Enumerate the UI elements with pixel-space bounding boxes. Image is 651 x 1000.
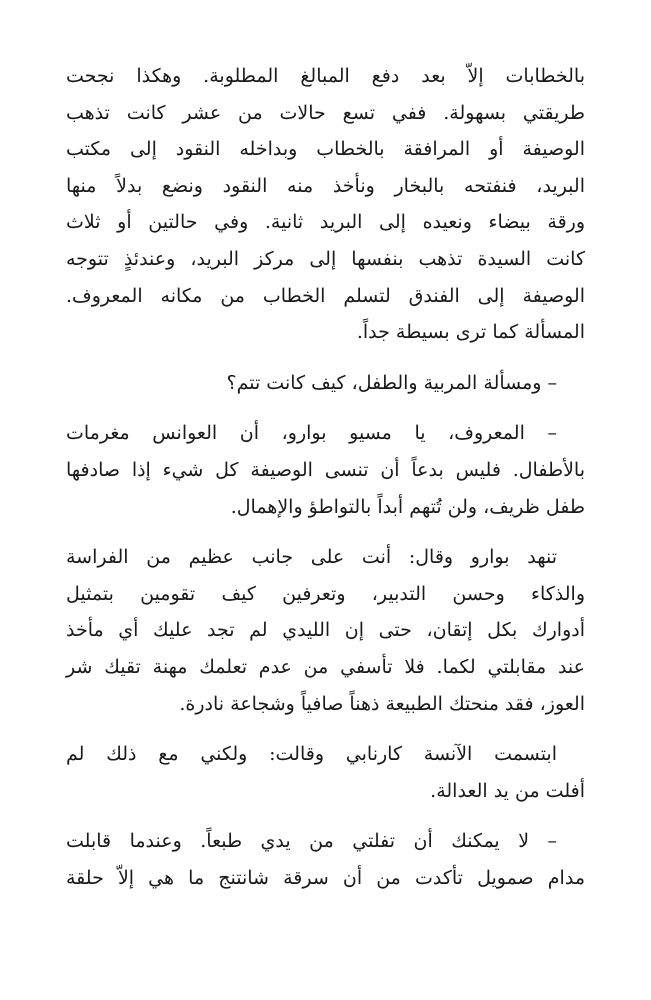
text-line: – لا يمكنك أن تفلتي من يدي طبعاً. وعندما قابلت — [66, 830, 557, 853]
paragraph-gap — [66, 351, 585, 365]
paragraph-1 — [66, 58, 585, 351]
text-line: أدوارك بكل إتقان، حتى إن الليدي لم تجد عليك أي مأخذ — [66, 619, 585, 642]
paragraph-gap — [66, 525, 585, 539]
text-line: كانت السيدة تذهب بنفسها إلى مركز البريد، وعندئذٍ تتوجه — [66, 247, 585, 270]
text-line: طفل ظريف، ولن تُتهم أبداً بالتواطؤ والإهمال. — [230, 495, 585, 518]
text-line: بالخطابات إلاّ بعد دفع المبالغ المطلوبة. وهكذا نجحت — [66, 65, 585, 87]
paragraph-gap — [66, 722, 585, 736]
paragraph-3 — [66, 415, 585, 525]
text-line: بالأطفال. فليس بدعاً أن تنسى الوصيفة كل شيء إذا صادفها — [66, 458, 585, 481]
text-line: المسألة كما ترى بسيطة جداً. — [356, 321, 585, 344]
paragraph-gap — [66, 809, 585, 823]
paragraph-gap — [66, 401, 585, 415]
book-page — [66, 58, 585, 896]
paragraph-4 — [66, 539, 585, 722]
text-line: أفلت من يد العدالة. — [430, 779, 585, 802]
text-line: الوصيفة إلى الفندق لتسلم الخطاب من مكانه المعروف. — [66, 284, 585, 307]
text-line: ابتسمت الآنسة كارنابي وقالت: ولكني مع ذلك لم — [66, 743, 557, 766]
text-line: – المعروف، يا مسيو بوارو، أن العوانس مغرمات — [66, 422, 557, 445]
text-line: – ومسألة المربية والطفل، كيف كانت تتم؟ — [226, 371, 557, 394]
text-line: الوصيفة أو المرافقة بالخطاب وبداخله النقود إلى مكتب — [66, 138, 585, 161]
text-line: العوز، فقد منحتك الطبيعة ذهناً صافياً وشجاعة نادرة. — [179, 692, 585, 715]
text-line: عند مقابلتي لكما. فلا تأسفي من عدم تعلمك مهنة تقيك شر — [66, 655, 585, 678]
text-line: طريقتي بسهولة. ففي تسع حالات من عشر كانت تذهب — [66, 101, 585, 124]
paragraph-6 — [66, 823, 585, 896]
paragraph-5 — [66, 736, 585, 809]
text-line: ورقة بيضاء ونعيده إلى البريد ثانية. وفي حالتين أو ثلاث — [66, 211, 585, 234]
text-line: تنهد بوارو وقال: أنت على جانب عظيم من الفراسة — [66, 546, 557, 569]
paragraph-2 — [66, 365, 585, 402]
text-line: البريد، فنفتحه بالبخار ونأخذ منه النقود ونضع بدلاً منها — [66, 174, 585, 197]
text-line: مدام صمويل تأكدت من أن سرقة شانتنج ما هي إلاّ حلقة — [66, 866, 585, 889]
text-line: والذكاء وحسن التدبير، وتعرفين كيف تقومين بتمثيل — [66, 582, 585, 605]
